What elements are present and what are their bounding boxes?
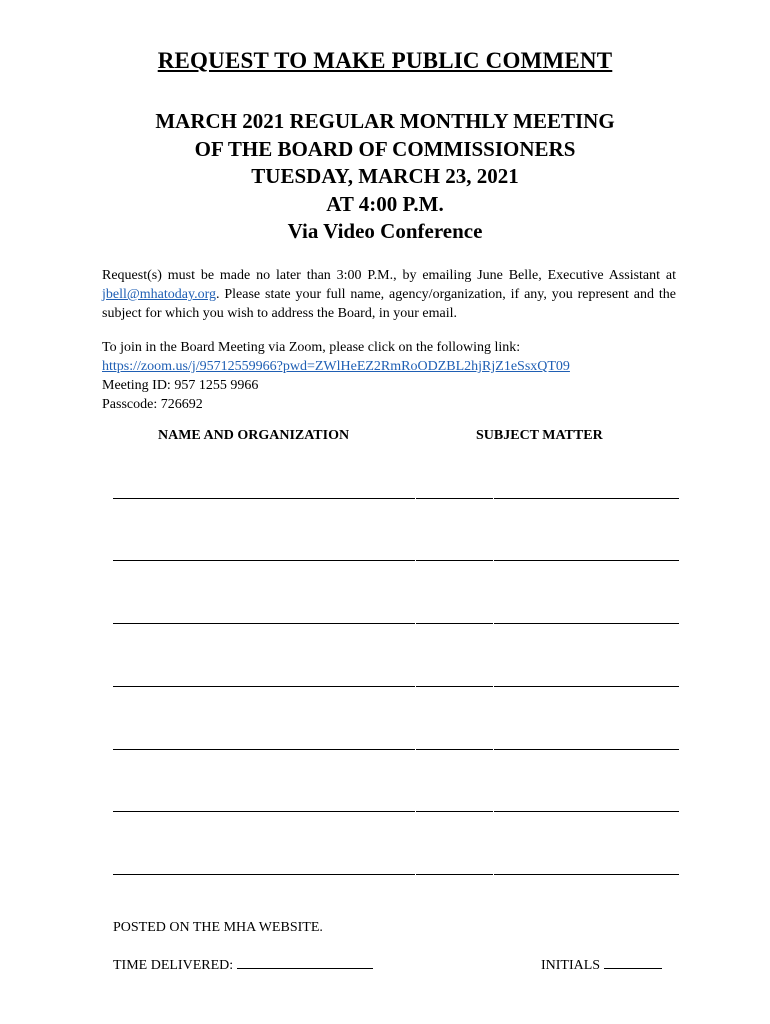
passcode: Passcode: 726692 (102, 397, 203, 412)
heading-line-venue: Via Video Conference (287, 219, 483, 243)
signup-line[interactable] (113, 811, 679, 812)
zoom-intro: To join in the Board Meeting via Zoom, please click on the following link: (102, 340, 521, 355)
initials-field (541, 956, 662, 974)
heading-line-date: TUESDAY, MARCH 23, 2021 (251, 164, 519, 188)
meeting-id: Meeting ID: 957 1255 9966 (102, 378, 259, 393)
meeting-heading (0, 108, 770, 246)
document-title: REQUEST TO MAKE PUBLIC COMMENT (157, 48, 613, 73)
instructions-text-end: . Please state your full name, agency/organization, if any, you represent and the subject for which you wish to address the Board, in your email. (102, 287, 676, 321)
posted-notice: POSTED ON THE MHA WEBSITE. (113, 920, 323, 935)
column-header-name: NAME AND ORGANIZATION (158, 428, 350, 443)
column-header-subject: SUBJECT MATTER (476, 428, 603, 443)
heading-line-time: AT 4:00 P.M. (326, 191, 444, 216)
signup-line[interactable] (113, 686, 679, 687)
instructions-text-start: Request(s) must be made no later than 3:00 P.M., by emailing June Belle, Executive Assistant at (102, 268, 676, 283)
signup-line[interactable] (113, 560, 679, 561)
email-link[interactable]: jbell@mhatoday.org (102, 287, 216, 302)
zoom-info (102, 338, 676, 414)
signup-line[interactable] (113, 498, 679, 499)
time-delivered-blank[interactable] (237, 956, 373, 969)
initials-blank[interactable] (604, 956, 662, 969)
signup-line[interactable] (113, 749, 679, 750)
initials-label: INITIALS (541, 958, 601, 973)
signup-line[interactable] (113, 874, 679, 875)
signup-line[interactable] (113, 623, 679, 624)
heading-line-meeting: MARCH 2021 REGULAR MONTHLY MEETING (155, 109, 615, 133)
time-delivered-field (113, 956, 373, 974)
zoom-link[interactable]: https://zoom.us/j/95712559966?pwd=ZWlHeEZ2RmRoODZBL2hjRjZ1eSsxQT09 (102, 359, 570, 374)
instructions-paragraph (102, 266, 676, 323)
time-delivered-label: TIME DELIVERED: (113, 958, 234, 973)
heading-line-board: OF THE BOARD OF COMMISSIONERS (194, 136, 576, 161)
